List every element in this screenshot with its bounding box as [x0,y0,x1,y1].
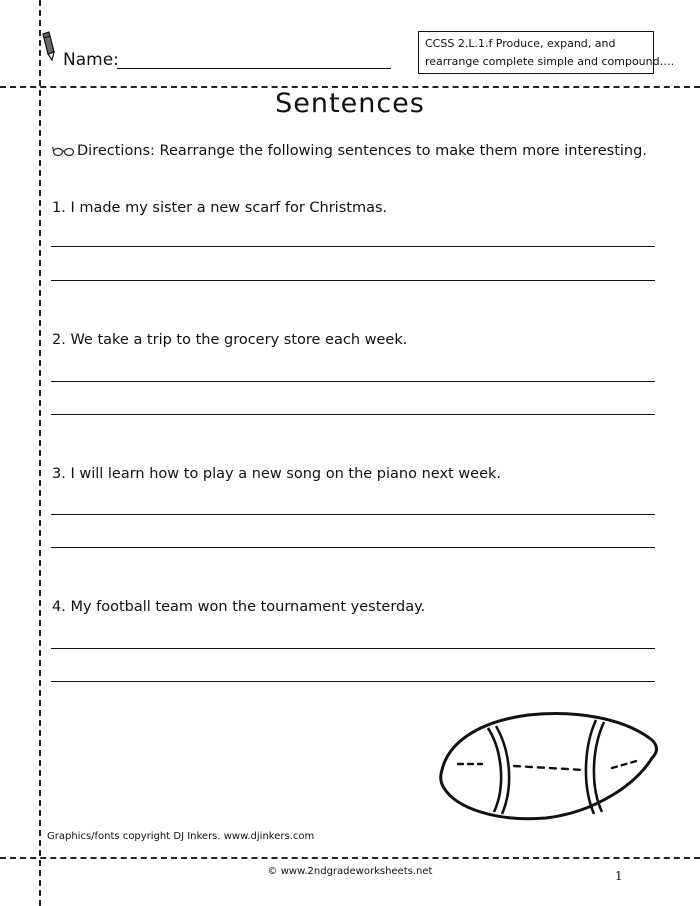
left-dashed-margin [39,0,41,906]
answer-line-4b[interactable] [51,681,655,682]
glasses-icon [52,145,76,157]
answer-line-3a[interactable] [51,514,655,515]
standard-line-2: rearrange complete simple and compound…. [425,55,675,68]
answer-line-1a[interactable] [51,246,655,247]
question-2: 2. We take a trip to the grocery store each week. [52,332,408,348]
answer-line-3b[interactable] [51,547,655,548]
answer-line-2a[interactable] [51,381,655,382]
page-number: 1 [615,869,623,883]
page-title: Sentences [275,88,425,119]
copyright-note: Graphics/fonts copyright DJ Inkers. www.djinkers.com [47,831,315,842]
question-4: 4. My football team won the tournament yesterday. [52,599,426,615]
answer-line-2b[interactable] [51,414,655,415]
question-3: 3. I will learn how to play a new song on the piano next week. [52,466,502,482]
pencil-icon [40,30,62,74]
directions [52,143,647,159]
answer-line-1b[interactable] [51,280,655,281]
name-write-line[interactable] [117,68,391,69]
standard-box [418,31,675,74]
standard-line-1: CCSS 2.L.1.f Produce, expand, and [425,37,616,50]
name-label: Name: [63,50,119,70]
website-footer: © www.2ndgradeworksheets.net [267,866,433,877]
football-illustration [436,710,660,824]
answer-line-4a[interactable] [51,648,655,649]
question-1: 1. I made my sister a new scarf for Christmas. [52,200,388,216]
directions-text: Directions: Rearrange the following sentences to make them more interesting. [77,143,647,159]
bottom-dashed-divider [0,857,700,859]
